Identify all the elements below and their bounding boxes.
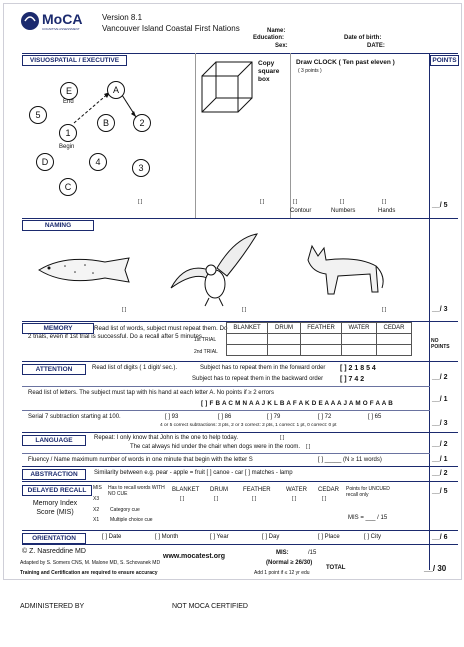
memory-cell[interactable] [342,345,377,356]
copy-label: Copy square box [258,60,280,83]
memory-cell[interactable] [301,334,342,345]
orientation-year: [ ] Year [210,534,229,540]
fluency-top-line [22,453,430,454]
serial-79: [ ] 79 [267,414,281,420]
clock-instructions: Draw CLOCK ( Ten past eleven ) [296,59,395,66]
memory-cell[interactable] [268,345,301,356]
digits-instructions: Read list of digits ( 1 digit/ sec.). [92,365,178,371]
cube-drawing [198,58,258,116]
backward-digits: [ ] 7 4 2 [340,376,365,383]
language-header: LANGUAGE [22,435,86,446]
memory-word-blanket: BLANKET [227,323,268,334]
delayed-word-feather: FEATHER [243,487,271,493]
visuospatial-score: __/ 5 [432,202,448,209]
delayed-mis-col: MIS [93,485,102,491]
footer-top-line [22,544,458,545]
copy-box-divider [195,53,196,218]
fluency-count: [ ] _____ (N ≥ 11 words) [318,457,382,463]
wolf-drawing [298,230,388,310]
delayed-x2: X2 [93,507,100,513]
adapted-by: Adapted by S. Somers CNS, M. Malone MD, S. Schovanek MD [20,560,161,566]
delayed-score: __/ 5 [432,488,448,495]
trail-node-2: 2 [133,114,151,132]
version-label: Version 8.1 [102,13,143,22]
memory-cell[interactable] [301,345,342,356]
trial-1-label: 1st TRIAL [194,337,217,343]
memory-cell[interactable] [377,334,412,345]
orientation-city: [ ] City [364,534,382,540]
salmon-drawing [35,250,145,290]
education-label: Education: [253,35,284,41]
backward-instructions: Subject has to repeat them in the backward order [192,376,324,382]
category-cue: Category cue [110,507,140,513]
serial-score: __/ 3 [432,420,448,427]
memory-word-water: WATER [342,323,377,334]
total-label: TOTAL [326,565,346,571]
trail-node-b: B [97,114,115,132]
hands-bracket: [ ] [382,199,387,205]
hands-label: Hands [378,208,396,214]
naming-header: NAMING [22,220,94,231]
sex-label: Sex: [275,43,288,49]
delayed-x1: X1 [93,517,100,523]
contour-bracket: [ ] [293,199,298,205]
delayed-top-line [22,481,458,482]
naming-bracket-2: [ ] [242,307,247,313]
memory-header: MEMORY [22,323,94,334]
orientation-month: [ ] Month [155,534,179,540]
memory-cell[interactable] [377,345,412,356]
attention-top-line [22,361,458,362]
administered-by: ADMINISTERED BY [20,603,85,610]
orientation-date: [ ] Date [102,534,122,540]
training-note: Training and Certification are required to ensure accuracy [20,570,158,576]
delayed-no-cue: Has to recall words WITH NO CUE [108,485,165,497]
abstraction-header: ABSTRACTION [22,469,86,480]
mis-score-field[interactable]: MIS = ___ / 15 [348,515,388,521]
numbers-bracket: [ ] [340,199,345,205]
serial-72: [ ] 72 [318,414,332,420]
forward-digits: [ ] 2 1 8 5 4 [340,365,376,372]
dob-label: Date of birth: [344,35,382,41]
memory-table [226,322,412,356]
clock-divider [290,53,291,218]
memory-word-drum: DRUM [268,323,301,334]
orientation-score: __/ 6 [432,534,448,541]
trail-node-4: 4 [89,153,107,171]
normal-range: (Normal ≥ 26/30) [266,560,313,566]
abstraction-top-line [22,466,458,467]
language-top-line [22,432,458,433]
copyright: © Z. Nasreddine MD [22,548,86,555]
delayed-word-drum: DRUM [210,487,228,493]
serial-key: 4 or 5 correct subtractions: 3 pts, 2 or 3 correct: 2 pts, 1 correct: 1 pt, 0 correct: 0 pt [160,423,337,428]
points-header: POINTS [430,55,459,66]
naming-bracket-1: [ ] [122,307,127,313]
abstraction-score: __/ 2 [432,470,448,477]
trail-bracket: [ ] [138,199,143,205]
trail-node-e: E [60,82,78,100]
letters-sequence: [ ] F B A C M N A A J K L B A F A K D E A A A J A M O F A A B [201,400,393,407]
delayed-bracket-1: [ ] [180,496,185,502]
memory-cell[interactable] [227,334,268,345]
trail-node-d: D [36,153,54,171]
naming-top-line [22,218,458,219]
visuospatial-header: VISUOSPATIAL / EXECUTIVE [22,55,127,66]
serial-label: Serial 7 subtraction starting at 100. [28,414,121,420]
letters-top-line [22,386,430,387]
naming-score: __/ 3 [432,306,448,313]
fluency-score: __/ 1 [432,456,448,463]
orientation-day: [ ] Day [262,534,280,540]
end-label: End [63,99,74,105]
memory-instructions: Read list of words, subject must repeat them. Do 2 trials, even if 1st trial is successful. Do a recall after 5 minutes. [28,325,228,340]
repeat-score: __/ 2 [432,441,448,448]
add-point-note: Add 1 point if ≤ 12 yr edu [254,570,310,576]
delayed-word-blanket: BLANKET [172,487,200,493]
delayed-x3: X3 [93,496,100,502]
trail-node-1: 1 [59,124,77,142]
visuospatial-top-line [22,53,458,54]
repeat-bracket-2: [ ] [306,444,311,450]
begin-label: Begin [59,144,75,150]
multiple-cue: Multiple choice cue [110,517,153,523]
trial-2-label: 2nd TRIAL [194,349,218,355]
digits-score: __/ 2 [432,374,448,381]
orientation-place: [ ] Place [318,534,340,540]
trail-node-a: A [107,81,125,99]
delayed-bracket-2: [ ] [214,496,219,502]
mis-label: MIS: [276,550,289,556]
moca-logo [20,9,90,35]
trail-node-3: 3 [132,159,150,177]
eagle-drawing [165,232,265,308]
date-label: DATE: [367,43,385,49]
naming-bracket-3: [ ] [382,307,387,313]
no-points-label: NO POINTS [431,338,450,350]
memory-index-label: Memory Index Score (MIS) [32,500,78,516]
website-link[interactable]: www.mocatest.org [163,553,225,560]
serial-93: [ ] 93 [165,414,179,420]
orientation-top-line [22,530,458,531]
delayed-bracket-3: [ ] [252,496,257,502]
trail-node-c: C [59,178,77,196]
numbers-label: Numbers [331,208,356,214]
letters-instructions: Read list of letters. The subject must tap with his hand at each letter A. No points if ≥ 2 errors [28,390,274,396]
logo-sub: COGNITIVE ASSESSMENT [42,27,80,31]
attention-header: ATTENTION [22,364,86,375]
subtitle: Vancouver Island Coastal First Nations [102,24,240,33]
language-repeat-1: Repeat: I only know that John is the one to help today. [94,435,238,441]
serial-top-line [22,410,430,411]
points-uncued: Points for UNCUED recall only [346,486,390,498]
total-score: __/ 30 [424,564,447,573]
language-repeat-2: The cat always hid under the chair when dogs were in the room. [130,444,301,450]
delayed-word-water: WATER [286,487,307,493]
delayed-bracket-4: [ ] [292,496,297,502]
delayed-bracket-5: [ ] [322,496,327,502]
trail-node-5: 5 [29,106,47,124]
memory-cell[interactable] [227,345,268,356]
repeat-bracket-1: [ ] [280,435,285,441]
memory-word-cedar: CEDAR [377,323,412,334]
memory-word-feather: FEATHER [301,323,342,334]
logo-text: MoCA [42,11,83,27]
fluency-instructions: Fluency / Name maximum number of words in one minute that begin with the letter S [28,457,253,463]
clock-points: ( 3 points ) [298,68,322,74]
mis-total: /15 [308,550,317,556]
serial-65: [ ] 65 [368,414,382,420]
abstraction-text: Similarity between e.g. pear - apple = fruit [ ] canoe - car [ ] matches - lamp [94,470,293,476]
contour-label: Contour [290,208,312,214]
name-label: Name: [267,28,286,34]
forward-instructions: Subject has to repeat them in the forward order [200,365,326,371]
orientation-header: ORIENTATION [22,533,86,544]
delayed-header: DELAYED RECALL [22,485,92,496]
memory-cell[interactable] [268,334,301,345]
serial-86: [ ] 86 [218,414,232,420]
delayed-word-cedar: CEDAR [318,487,340,493]
letters-score: __/ 1 [432,396,448,403]
memory-cell[interactable] [342,334,377,345]
cube-bracket: [ ] [260,199,265,205]
not-certified: NOT MOCA CERTIFIED [172,603,248,610]
